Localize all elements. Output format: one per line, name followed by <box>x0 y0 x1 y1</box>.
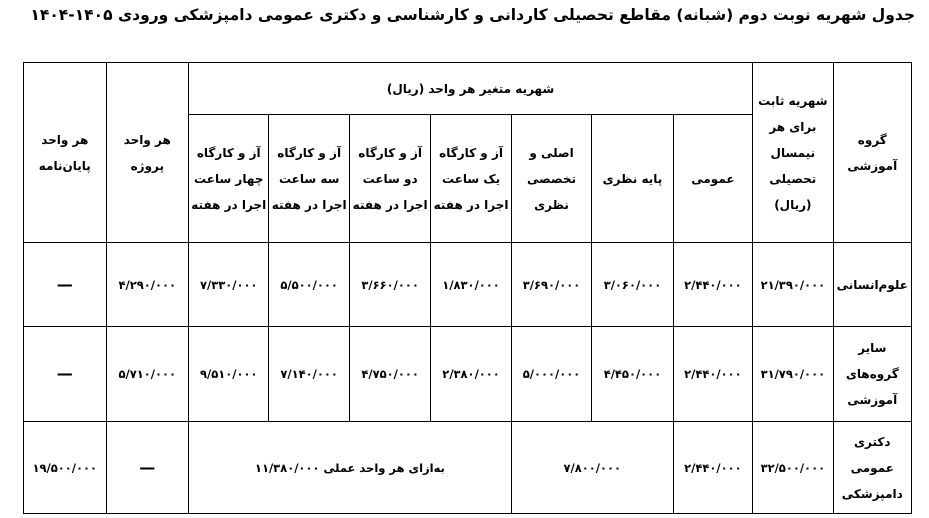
cell-lab1: ۱/۸۳۰/۰۰۰ <box>431 243 511 327</box>
cell-lab-merged: به‌ازای هر واحد عملی ۱۱/۳۸۰/۰۰۰ <box>189 422 512 514</box>
header-lab2: آز و کارگاه دو ساعت اجرا در هفته <box>349 115 430 243</box>
cell-basic: ۳/۰۶۰/۰۰۰ <box>592 243 673 327</box>
cell-fixed: ۳۲/۵۰۰/۰۰۰ <box>753 422 833 514</box>
cell-basic: ۴/۴۵۰/۰۰۰ <box>592 327 673 422</box>
cell-lab4: ۷/۳۳۰/۰۰۰ <box>189 243 269 327</box>
cell-lab2: ۴/۷۵۰/۰۰۰ <box>349 327 430 422</box>
table-row <box>24 327 912 422</box>
cell-general: ۲/۴۴۰/۰۰۰ <box>673 327 752 422</box>
page-title: جدول شهریه نوبت دوم (شبانه) مقاطع تحصیلی کاردانی و کارشناسی و دکتری عمومی دامپزشکی ورودی ۱۴۰۵-۱۴۰۴ <box>30 6 915 24</box>
cell-group: دکتری عمومی دامپزشکی <box>833 422 911 514</box>
table-row <box>24 243 912 327</box>
cell-general: ۲/۴۴۰/۰۰۰ <box>673 243 752 327</box>
table-row <box>24 422 912 514</box>
cell-group: علوم‌انسانی <box>833 243 911 327</box>
cell-project: ۴/۲۹۰/۰۰۰ <box>106 243 188 327</box>
cell-general: ۲/۴۴۰/۰۰۰ <box>673 422 752 514</box>
cell-project: — <box>106 422 188 514</box>
header-group: گروه آموزشی <box>833 63 911 243</box>
cell-fixed: ۲۱/۳۹۰/۰۰۰ <box>753 243 833 327</box>
header-lab1: آز و کارگاه یک ساعت اجرا در هفته <box>431 115 511 243</box>
cell-lab3: ۵/۵۰۰/۰۰۰ <box>269 243 349 327</box>
header-variable-tuition: شهریه متغیر هر واحد (ریال) <box>189 63 753 115</box>
header-thesis: هر واحد پایان‌نامه <box>24 63 107 243</box>
cell-thesis: — <box>24 243 107 327</box>
cell-group: سایر گروه‌های آموزشی <box>833 327 911 422</box>
cell-project: ۵/۷۱۰/۰۰۰ <box>106 327 188 422</box>
cell-core: ۵/۰۰۰/۰۰۰ <box>511 327 591 422</box>
cell-theory-merged: ۷/۸۰۰/۰۰۰ <box>511 422 673 514</box>
cell-lab2: ۳/۶۶۰/۰۰۰ <box>349 243 430 327</box>
cell-thesis: — <box>24 327 107 422</box>
header-project: هر واحد پروژه <box>106 63 188 243</box>
header-lab3: آز و کارگاه سه ساعت اجرا در هفته <box>269 115 349 243</box>
header-general: عمومی <box>673 115 752 243</box>
cell-lab3: ۷/۱۴۰/۰۰۰ <box>269 327 349 422</box>
cell-core: ۳/۶۹۰/۰۰۰ <box>511 243 591 327</box>
header-row-top <box>24 63 912 115</box>
header-basic: پایه نظری <box>592 115 673 243</box>
cell-thesis: ۱۹/۵۰۰/۰۰۰ <box>24 422 107 514</box>
header-lab4: آز و کارگاه چهار ساعت اجرا در هفته <box>189 115 269 243</box>
header-core: اصلی و تخصصی نظری <box>511 115 591 243</box>
header-fixed-tuition: شهریه ثابت برای هر نیمسال تحصیلی (ریال) <box>753 63 833 243</box>
tuition-table <box>23 62 912 514</box>
cell-lab4: ۹/۵۱۰/۰۰۰ <box>189 327 269 422</box>
cell-fixed: ۳۱/۷۹۰/۰۰۰ <box>753 327 833 422</box>
cell-lab1: ۲/۳۸۰/۰۰۰ <box>431 327 511 422</box>
